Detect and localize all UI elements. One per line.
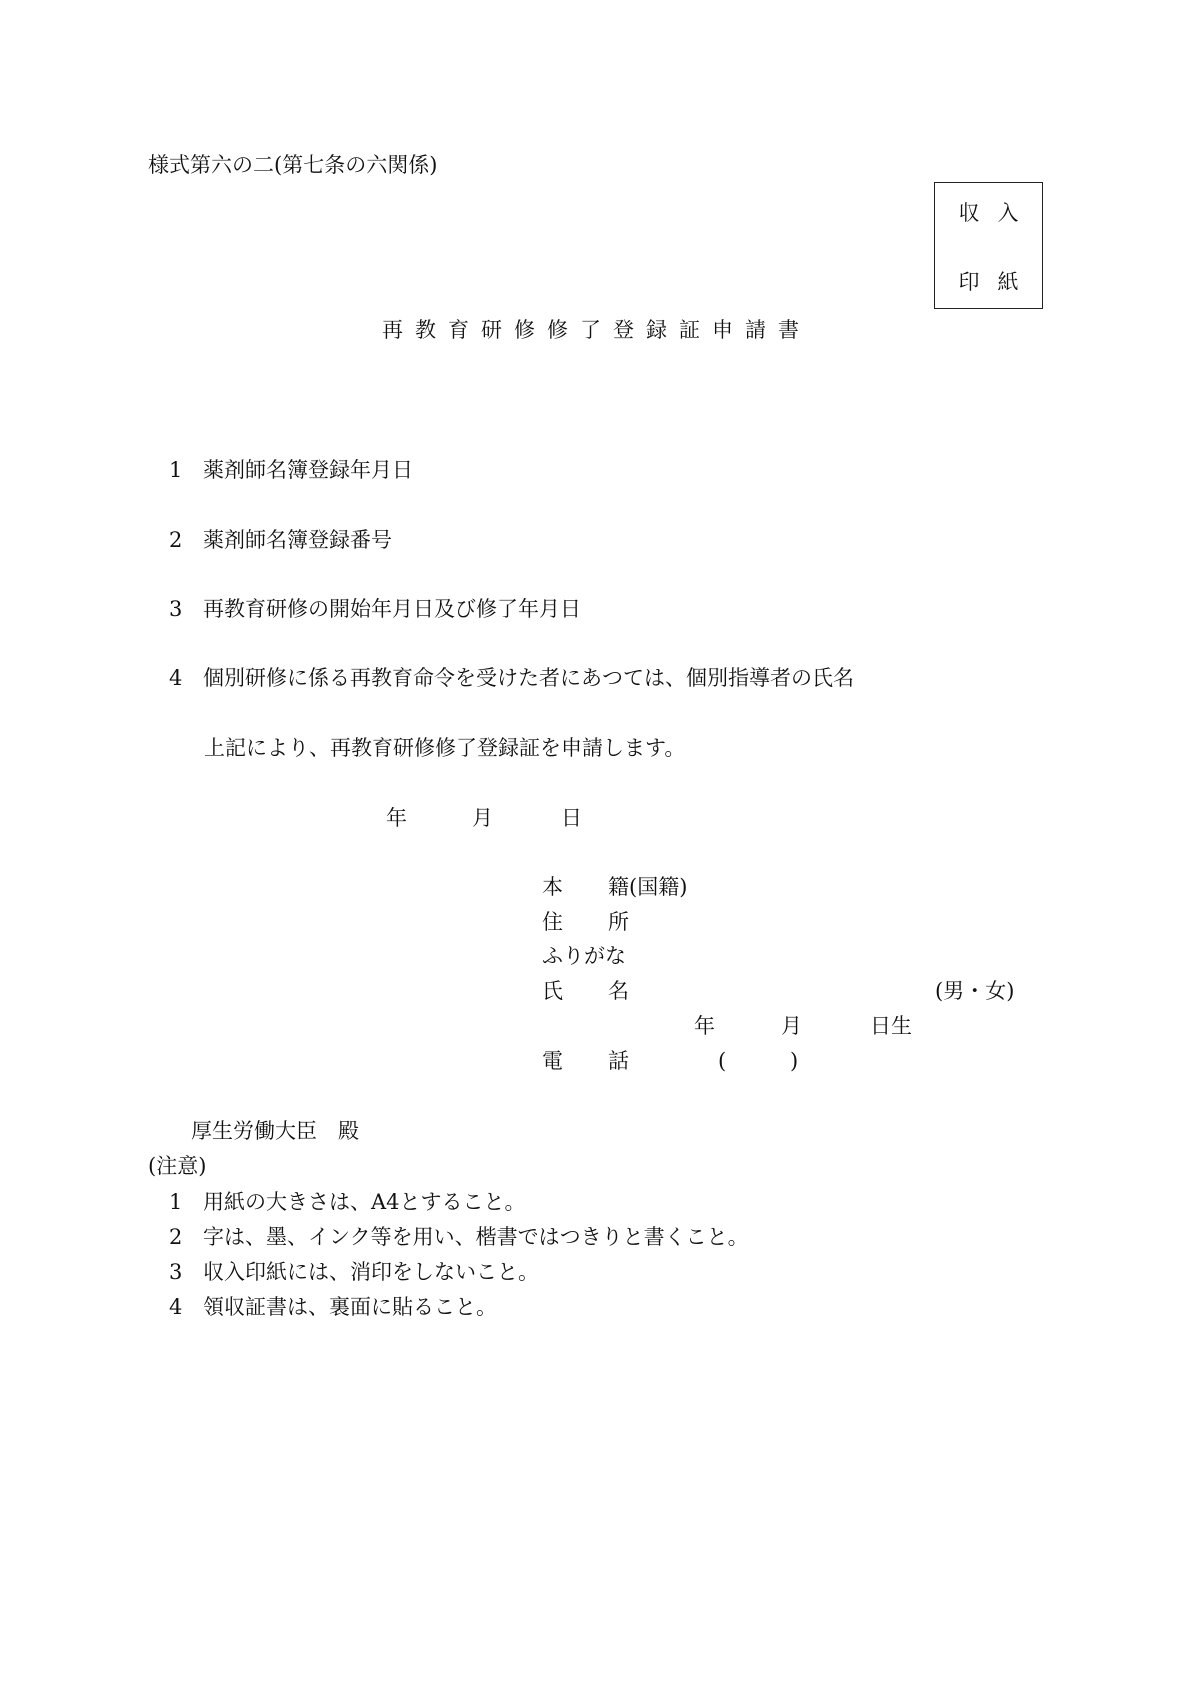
stamp-label-line1: 収入 bbox=[958, 201, 1037, 225]
gender-label: (男・女) bbox=[935, 979, 1015, 1003]
note-number: 1 bbox=[169, 1190, 183, 1214]
phone-paren-close: ) bbox=[790, 1049, 799, 1073]
honseki-label-a: 本 bbox=[542, 875, 563, 899]
note-item: 用紙の大きさは、A4とすること。 bbox=[203, 1190, 526, 1214]
birth-day-label: 日生 bbox=[870, 1014, 912, 1038]
item-number: 1 bbox=[169, 458, 183, 482]
name-label-b: 名 bbox=[608, 979, 629, 1003]
notes-heading: (注意) bbox=[148, 1154, 207, 1178]
furigana-label: ふりがな bbox=[542, 944, 626, 968]
birth-year-label: 年 bbox=[694, 1014, 715, 1038]
phone-paren-open: ( bbox=[718, 1049, 727, 1073]
form-number-label: 様式第六の二(第七条の六関係) bbox=[148, 153, 438, 177]
item-individual-instructor: 個別研修に係る再教育命令を受けた者にあつては、個別指導者の氏名 bbox=[203, 666, 854, 690]
item-training-dates: 再教育研修の開始年月日及び修了年月日 bbox=[203, 597, 581, 621]
note-number: 4 bbox=[169, 1295, 183, 1319]
note-item: 領収証書は、裏面に貼ること。 bbox=[203, 1295, 497, 1319]
note-item: 収入印紙には、消印をしないこと。 bbox=[203, 1260, 539, 1284]
note-item: 字は、墨、インク等を用い、楷書ではつきりと書くこと。 bbox=[203, 1225, 749, 1249]
item-registration-date: 薬剤師名簿登録年月日 bbox=[203, 458, 413, 482]
declaration-text: 上記により、再教育研修修了登録証を申請します。 bbox=[204, 736, 686, 760]
date-year-label: 年 bbox=[386, 806, 407, 830]
date-day-label: 日 bbox=[561, 806, 582, 830]
address-label-a: 住 bbox=[542, 910, 563, 934]
item-number: 2 bbox=[169, 528, 183, 552]
stamp-label-line2: 印紙 bbox=[958, 270, 1037, 294]
honseki-label-b: 籍(国籍) bbox=[608, 875, 688, 899]
document-title: 再教育研修修了登録証申請書 bbox=[382, 318, 811, 342]
phone-label-b: 話 bbox=[608, 1049, 629, 1073]
item-registration-number: 薬剤師名簿登録番号 bbox=[203, 528, 392, 552]
name-label-a: 氏 bbox=[542, 979, 563, 1003]
date-month-label: 月 bbox=[472, 806, 493, 830]
addressee: 厚生労働大臣 殿 bbox=[191, 1119, 359, 1143]
note-number: 3 bbox=[169, 1260, 183, 1284]
birth-month-label: 月 bbox=[781, 1014, 802, 1038]
item-number: 3 bbox=[169, 597, 183, 621]
address-label-b: 所 bbox=[608, 910, 629, 934]
revenue-stamp-box bbox=[934, 182, 1043, 309]
item-number: 4 bbox=[169, 666, 183, 690]
phone-label-a: 電 bbox=[542, 1049, 563, 1073]
note-number: 2 bbox=[169, 1225, 183, 1249]
